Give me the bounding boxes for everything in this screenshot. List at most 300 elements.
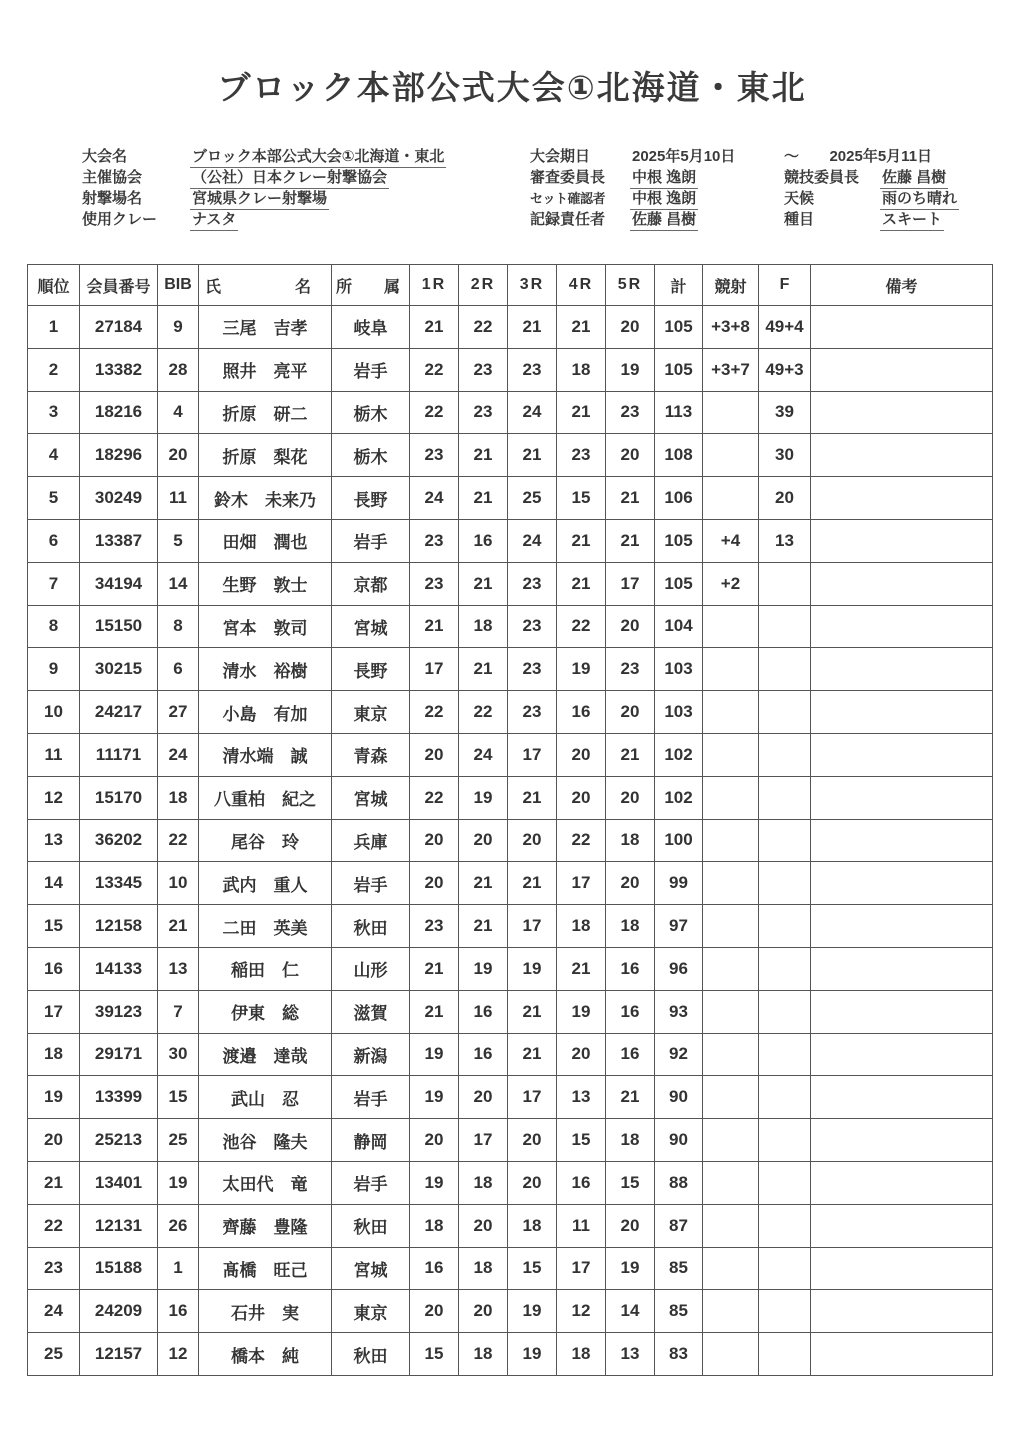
cell-name: 八重柏 紀之 — [199, 776, 332, 819]
cell-round-2: 23 — [459, 391, 508, 434]
cell-rank: 3 — [28, 391, 80, 434]
cell-f: 13 — [759, 519, 811, 562]
cell-shootoff — [703, 605, 759, 648]
cell-round-3: 17 — [508, 905, 557, 948]
cell-round-5: 20 — [606, 1204, 655, 1247]
cell-round-4: 16 — [557, 691, 606, 734]
cell-rank: 18 — [28, 1033, 80, 1076]
cell-shootoff: +4 — [703, 519, 759, 562]
meta-row-weather — [784, 188, 1014, 209]
cell-f — [759, 1033, 811, 1076]
cell-team: 長野 — [332, 648, 410, 691]
meta-value-organizer: （公社）日本クレー射撃協会 — [190, 169, 389, 189]
cell-round-2: 21 — [459, 648, 508, 691]
meta-row-jury-chief — [530, 167, 770, 188]
cell-round-5: 20 — [606, 306, 655, 349]
meta-label-record-officer: 記録責任者 — [530, 211, 606, 228]
cell-member-id: 13401 — [80, 1161, 158, 1204]
cell-rank: 1 — [28, 306, 80, 349]
cell-round-3: 17 — [508, 733, 557, 776]
cell-round-2: 21 — [459, 477, 508, 520]
cell-round-1: 15 — [410, 1333, 459, 1376]
cell-round-2: 21 — [459, 434, 508, 477]
cell-round-2: 24 — [459, 733, 508, 776]
cell-round-1: 24 — [410, 477, 459, 520]
column-header-member-id: 会員番号 — [80, 265, 158, 306]
results-table-body — [28, 306, 993, 1376]
cell-shootoff — [703, 905, 759, 948]
cell-note — [811, 862, 993, 905]
column-header-name: 氏 名 — [199, 265, 332, 306]
cell-round-2: 18 — [459, 1247, 508, 1290]
column-header-total: 計 — [655, 265, 703, 306]
cell-round-1: 23 — [410, 519, 459, 562]
cell-round-1: 21 — [410, 605, 459, 648]
meta-column-left — [82, 146, 512, 230]
cell-round-3: 21 — [508, 990, 557, 1033]
cell-round-3: 21 — [508, 776, 557, 819]
cell-note — [811, 605, 993, 648]
cell-total: 90 — [655, 1119, 703, 1162]
cell-bib: 8 — [158, 605, 199, 648]
competition-meta-header — [0, 146, 1024, 238]
cell-shootoff — [703, 990, 759, 1033]
table-row — [28, 1119, 993, 1162]
cell-round-4: 20 — [557, 776, 606, 819]
meta-value-event-date-end: 2025年5月11日 — [829, 148, 933, 165]
cell-round-5: 19 — [606, 1247, 655, 1290]
cell-round-2: 22 — [459, 306, 508, 349]
cell-note — [811, 1161, 993, 1204]
cell-round-5: 15 — [606, 1161, 655, 1204]
cell-round-3: 19 — [508, 1333, 557, 1376]
column-header-rank: 順位 — [28, 265, 80, 306]
cell-name: 橋本 純 — [199, 1333, 332, 1376]
cell-total: 105 — [655, 348, 703, 391]
cell-shootoff: +3+8 — [703, 306, 759, 349]
cell-note — [811, 1076, 993, 1119]
cell-round-2: 16 — [459, 990, 508, 1033]
cell-name: 生野 敦士 — [199, 562, 332, 605]
meta-row-organizer — [82, 167, 512, 188]
meta-label-range-name: 射撃場名 — [82, 190, 143, 207]
cell-total: 105 — [655, 306, 703, 349]
meta-label-jury-chief: 審査委員長 — [530, 169, 606, 186]
cell-round-2: 19 — [459, 947, 508, 990]
cell-team: 東京 — [332, 1290, 410, 1333]
meta-label-event-date: 大会期日 — [530, 148, 591, 165]
cell-round-4: 13 — [557, 1076, 606, 1119]
cell-name: 照井 亮平 — [199, 348, 332, 391]
cell-round-1: 21 — [410, 947, 459, 990]
cell-note — [811, 905, 993, 948]
table-row — [28, 306, 993, 349]
cell-bib: 1 — [158, 1247, 199, 1290]
cell-f — [759, 819, 811, 862]
column-header-f: F — [759, 265, 811, 306]
column-header-round-4: 4R — [557, 265, 606, 306]
cell-round-2: 18 — [459, 1333, 508, 1376]
cell-total: 85 — [655, 1290, 703, 1333]
cell-member-id: 13387 — [80, 519, 158, 562]
cell-round-4: 18 — [557, 1333, 606, 1376]
meta-label-clay-type: 使用クレー — [82, 211, 158, 228]
cell-member-id: 13382 — [80, 348, 158, 391]
cell-round-1: 20 — [410, 819, 459, 862]
column-header-round-3: 3R — [508, 265, 557, 306]
cell-round-4: 23 — [557, 434, 606, 477]
cell-round-3: 20 — [508, 1119, 557, 1162]
cell-rank: 24 — [28, 1290, 80, 1333]
cell-rank: 6 — [28, 519, 80, 562]
cell-team: 青森 — [332, 733, 410, 776]
cell-note — [811, 776, 993, 819]
cell-round-3: 24 — [508, 519, 557, 562]
meta-value-set-checker: 中根 逸朗 — [630, 190, 698, 210]
cell-round-5: 21 — [606, 1076, 655, 1119]
cell-member-id: 29171 — [80, 1033, 158, 1076]
results-table — [27, 264, 993, 1376]
table-row — [28, 477, 993, 520]
cell-round-3: 21 — [508, 862, 557, 905]
cell-name: 伊東 総 — [199, 990, 332, 1033]
cell-round-3: 23 — [508, 605, 557, 648]
cell-total: 105 — [655, 519, 703, 562]
cell-rank: 21 — [28, 1161, 80, 1204]
cell-round-2: 17 — [459, 1119, 508, 1162]
cell-round-4: 21 — [557, 947, 606, 990]
cell-bib: 30 — [158, 1033, 199, 1076]
cell-f — [759, 691, 811, 734]
cell-bib: 28 — [158, 348, 199, 391]
cell-round-4: 21 — [557, 519, 606, 562]
cell-total: 96 — [655, 947, 703, 990]
cell-round-4: 16 — [557, 1161, 606, 1204]
cell-team: 静岡 — [332, 1119, 410, 1162]
cell-round-3: 20 — [508, 1161, 557, 1204]
cell-bib: 22 — [158, 819, 199, 862]
meta-value-weather: 雨のち晴れ — [880, 190, 959, 210]
table-row — [28, 862, 993, 905]
cell-total: 102 — [655, 776, 703, 819]
cell-member-id: 12158 — [80, 905, 158, 948]
meta-value-jury-chief: 中根 逸朗 — [630, 169, 698, 189]
cell-bib: 5 — [158, 519, 199, 562]
cell-round-4: 19 — [557, 990, 606, 1033]
cell-round-4: 17 — [557, 862, 606, 905]
table-row — [28, 1076, 993, 1119]
table-row — [28, 691, 993, 734]
page-title: ブロック本部公式大会①北海道・東北 — [217, 69, 807, 106]
cell-round-5: 21 — [606, 477, 655, 520]
cell-member-id: 11171 — [80, 733, 158, 776]
cell-note — [811, 1290, 993, 1333]
cell-note — [811, 306, 993, 349]
table-row — [28, 562, 993, 605]
cell-rank: 13 — [28, 819, 80, 862]
meta-row-competition-chief — [784, 167, 1014, 188]
cell-round-2: 20 — [459, 1290, 508, 1333]
cell-total: 87 — [655, 1204, 703, 1247]
meta-value-event-date-start: 2025年5月10日 — [632, 148, 736, 165]
cell-note — [811, 519, 993, 562]
cell-team: 秋田 — [332, 1204, 410, 1247]
cell-round-3: 18 — [508, 1204, 557, 1247]
cell-round-1: 21 — [410, 990, 459, 1033]
cell-round-2: 18 — [459, 605, 508, 648]
cell-round-2: 23 — [459, 348, 508, 391]
cell-member-id: 18216 — [80, 391, 158, 434]
column-header-round-2: 2R — [459, 265, 508, 306]
cell-f — [759, 1333, 811, 1376]
cell-shootoff — [703, 862, 759, 905]
cell-note — [811, 819, 993, 862]
cell-team: 宮城 — [332, 776, 410, 819]
cell-round-5: 21 — [606, 733, 655, 776]
cell-member-id: 14133 — [80, 947, 158, 990]
table-row — [28, 947, 993, 990]
column-header-shootoff: 競射 — [703, 265, 759, 306]
cell-round-4: 17 — [557, 1247, 606, 1290]
cell-total: 102 — [655, 733, 703, 776]
cell-round-2: 20 — [459, 1076, 508, 1119]
cell-shootoff — [703, 434, 759, 477]
cell-shootoff — [703, 1333, 759, 1376]
cell-round-5: 20 — [606, 434, 655, 477]
table-row — [28, 990, 993, 1033]
cell-bib: 15 — [158, 1076, 199, 1119]
cell-shootoff — [703, 1290, 759, 1333]
cell-team: 山形 — [332, 947, 410, 990]
cell-round-5: 17 — [606, 562, 655, 605]
cell-bib: 13 — [158, 947, 199, 990]
cell-f: 30 — [759, 434, 811, 477]
cell-team: 岩手 — [332, 1076, 410, 1119]
cell-bib: 11 — [158, 477, 199, 520]
cell-rank: 4 — [28, 434, 80, 477]
cell-round-1: 20 — [410, 862, 459, 905]
cell-note — [811, 990, 993, 1033]
cell-total: 99 — [655, 862, 703, 905]
cell-round-5: 16 — [606, 947, 655, 990]
meta-value-competition-chief: 佐藤 昌樹 — [880, 169, 948, 189]
cell-rank: 10 — [28, 691, 80, 734]
cell-round-1: 19 — [410, 1033, 459, 1076]
cell-round-3: 15 — [508, 1247, 557, 1290]
cell-note — [811, 1033, 993, 1076]
meta-row-event-date — [530, 146, 770, 167]
cell-rank: 22 — [28, 1204, 80, 1247]
cell-name: 二田 英美 — [199, 905, 332, 948]
cell-round-1: 17 — [410, 648, 459, 691]
meta-value-record-officer: 佐藤 昌樹 — [630, 211, 698, 231]
cell-shootoff — [703, 477, 759, 520]
cell-total: 100 — [655, 819, 703, 862]
cell-member-id: 34194 — [80, 562, 158, 605]
cell-f — [759, 1247, 811, 1290]
cell-f — [759, 605, 811, 648]
table-row — [28, 733, 993, 776]
cell-f — [759, 1076, 811, 1119]
table-row — [28, 905, 993, 948]
cell-f — [759, 1204, 811, 1247]
cell-round-5: 23 — [606, 391, 655, 434]
cell-member-id: 12131 — [80, 1204, 158, 1247]
cell-name: 渡邉 達哉 — [199, 1033, 332, 1076]
cell-round-4: 12 — [557, 1290, 606, 1333]
cell-bib: 25 — [158, 1119, 199, 1162]
cell-rank: 7 — [28, 562, 80, 605]
cell-rank: 25 — [28, 1333, 80, 1376]
cell-member-id: 15188 — [80, 1247, 158, 1290]
cell-note — [811, 1333, 993, 1376]
cell-total: 88 — [655, 1161, 703, 1204]
cell-bib: 20 — [158, 434, 199, 477]
table-row — [28, 434, 993, 477]
cell-shootoff: +2 — [703, 562, 759, 605]
cell-note — [811, 562, 993, 605]
cell-round-3: 17 — [508, 1076, 557, 1119]
cell-rank: 5 — [28, 477, 80, 520]
cell-round-1: 18 — [410, 1204, 459, 1247]
cell-round-5: 18 — [606, 819, 655, 862]
cell-round-1: 22 — [410, 776, 459, 819]
cell-name: 鈴木 未来乃 — [199, 477, 332, 520]
cell-shootoff — [703, 1247, 759, 1290]
cell-bib: 14 — [158, 562, 199, 605]
cell-team: 滋賀 — [332, 990, 410, 1033]
date-range-tilde: 〜 — [784, 148, 800, 165]
cell-f — [759, 1119, 811, 1162]
cell-team: 長野 — [332, 477, 410, 520]
cell-round-3: 24 — [508, 391, 557, 434]
cell-round-4: 21 — [557, 306, 606, 349]
cell-note — [811, 348, 993, 391]
cell-rank: 15 — [28, 905, 80, 948]
cell-note — [811, 1204, 993, 1247]
cell-name: 折原 研二 — [199, 391, 332, 434]
cell-team: 岩手 — [332, 862, 410, 905]
cell-rank: 11 — [28, 733, 80, 776]
cell-round-2: 20 — [459, 1204, 508, 1247]
cell-f — [759, 947, 811, 990]
cell-f — [759, 990, 811, 1033]
cell-team: 宮城 — [332, 1247, 410, 1290]
cell-round-4: 22 — [557, 605, 606, 648]
table-row — [28, 1290, 993, 1333]
cell-note — [811, 733, 993, 776]
meta-label-weather: 天候 — [784, 190, 815, 207]
cell-bib: 24 — [158, 733, 199, 776]
cell-note — [811, 648, 993, 691]
table-row — [28, 1204, 993, 1247]
cell-note — [811, 477, 993, 520]
cell-member-id: 13345 — [80, 862, 158, 905]
cell-total: 83 — [655, 1333, 703, 1376]
column-header-round-1: 1R — [410, 265, 459, 306]
cell-name: 武山 忍 — [199, 1076, 332, 1119]
cell-bib: 19 — [158, 1161, 199, 1204]
cell-round-2: 16 — [459, 519, 508, 562]
cell-round-5: 16 — [606, 990, 655, 1033]
cell-round-3: 23 — [508, 562, 557, 605]
cell-round-1: 20 — [410, 733, 459, 776]
cell-member-id: 24209 — [80, 1290, 158, 1333]
meta-row-discipline — [784, 209, 1014, 230]
cell-bib: 7 — [158, 990, 199, 1033]
cell-shootoff — [703, 648, 759, 691]
cell-name: 石井 実 — [199, 1290, 332, 1333]
cell-member-id: 30249 — [80, 477, 158, 520]
cell-round-4: 21 — [557, 562, 606, 605]
cell-name: 三尾 吉孝 — [199, 306, 332, 349]
cell-round-2: 18 — [459, 1161, 508, 1204]
cell-round-2: 20 — [459, 819, 508, 862]
meta-column-middle — [530, 146, 770, 230]
cell-rank: 17 — [28, 990, 80, 1033]
cell-bib: 21 — [158, 905, 199, 948]
cell-round-3: 23 — [508, 691, 557, 734]
cell-name: 清水 裕樹 — [199, 648, 332, 691]
cell-total: 105 — [655, 562, 703, 605]
cell-round-5: 18 — [606, 905, 655, 948]
cell-rank: 16 — [28, 947, 80, 990]
cell-round-5: 20 — [606, 776, 655, 819]
cell-member-id: 30215 — [80, 648, 158, 691]
cell-round-5: 23 — [606, 648, 655, 691]
cell-total: 92 — [655, 1033, 703, 1076]
cell-bib: 18 — [158, 776, 199, 819]
meta-row-event-name — [82, 146, 512, 167]
cell-round-4: 15 — [557, 477, 606, 520]
cell-f: 49+4 — [759, 306, 811, 349]
cell-team: 岩手 — [332, 348, 410, 391]
cell-rank: 2 — [28, 348, 80, 391]
cell-shootoff — [703, 733, 759, 776]
cell-shootoff — [703, 819, 759, 862]
cell-shootoff — [703, 1204, 759, 1247]
cell-total: 90 — [655, 1076, 703, 1119]
cell-total: 106 — [655, 477, 703, 520]
cell-round-2: 22 — [459, 691, 508, 734]
cell-member-id: 36202 — [80, 819, 158, 862]
cell-total: 104 — [655, 605, 703, 648]
cell-total: 108 — [655, 434, 703, 477]
cell-f: 49+3 — [759, 348, 811, 391]
table-row — [28, 391, 993, 434]
cell-round-1: 22 — [410, 691, 459, 734]
cell-note — [811, 947, 993, 990]
cell-rank: 20 — [28, 1119, 80, 1162]
cell-round-3: 20 — [508, 819, 557, 862]
cell-rank: 9 — [28, 648, 80, 691]
cell-shootoff — [703, 1119, 759, 1162]
cell-bib: 26 — [158, 1204, 199, 1247]
table-row — [28, 819, 993, 862]
cell-round-3: 23 — [508, 648, 557, 691]
cell-name: 髙橋 旺己 — [199, 1247, 332, 1290]
cell-round-4: 21 — [557, 391, 606, 434]
cell-shootoff — [703, 391, 759, 434]
cell-member-id: 27184 — [80, 306, 158, 349]
cell-bib: 12 — [158, 1333, 199, 1376]
meta-label-organizer: 主催協会 — [82, 169, 143, 186]
cell-round-4: 19 — [557, 648, 606, 691]
cell-name: 宮本 敦司 — [199, 605, 332, 648]
table-row — [28, 519, 993, 562]
table-row — [28, 1033, 993, 1076]
cell-round-3: 23 — [508, 348, 557, 391]
